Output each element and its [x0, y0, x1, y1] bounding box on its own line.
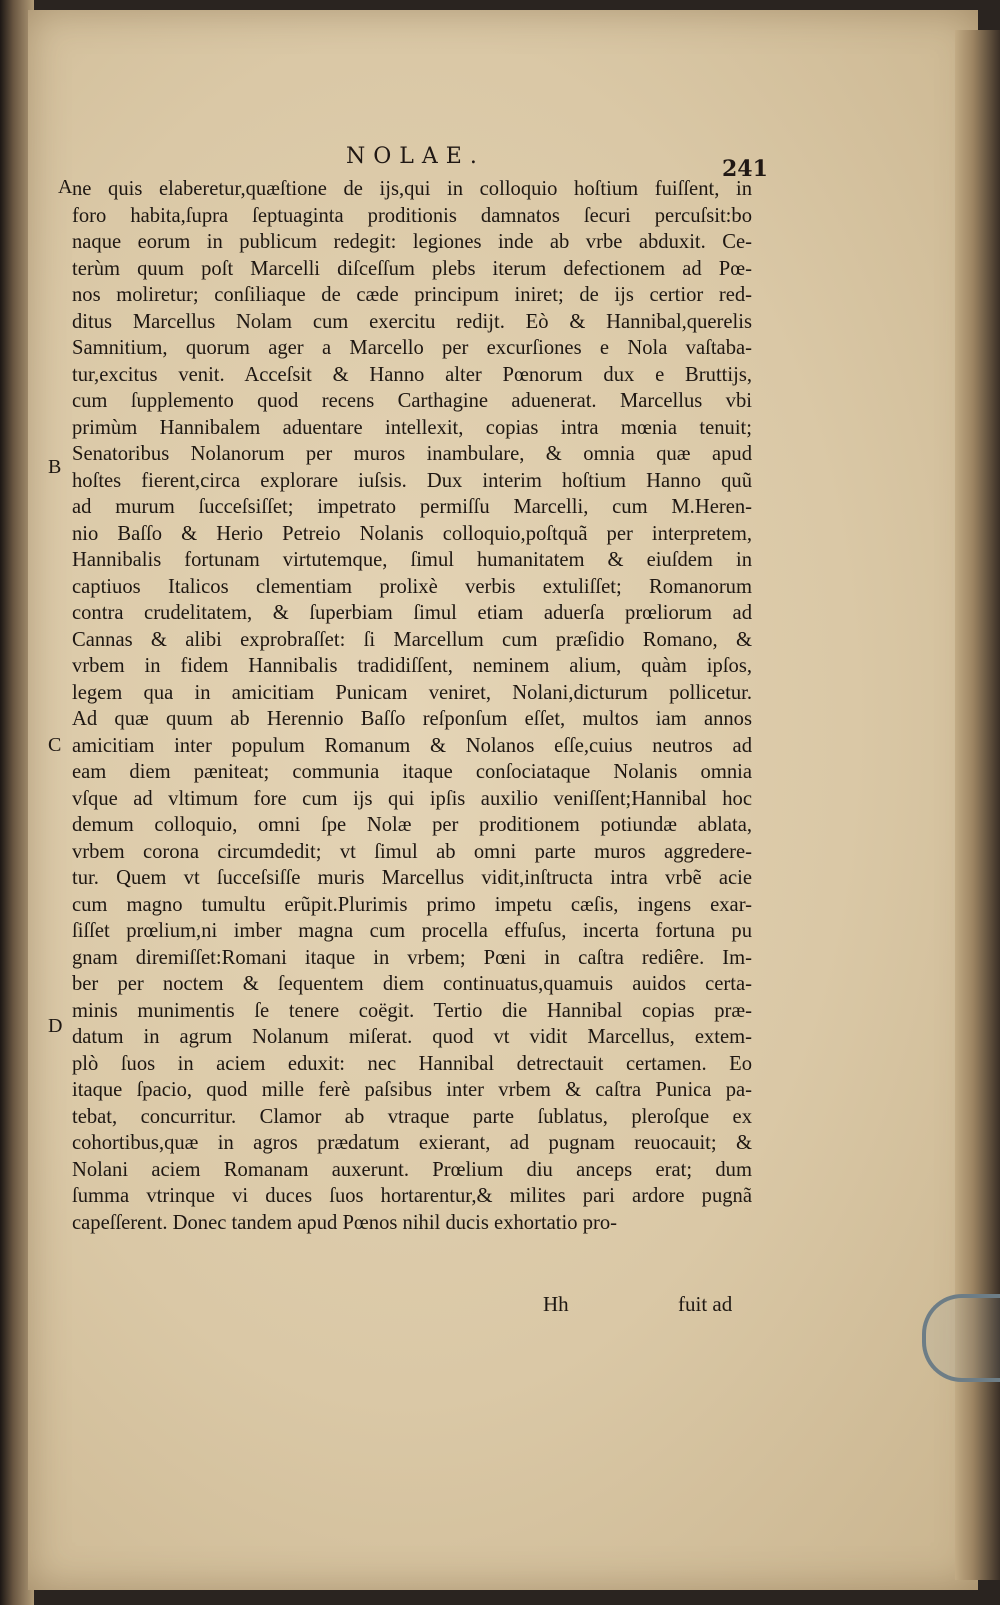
text-line: hoſtes fierent,circa explorare iuſsis. Dux interim hoſtium Hanno quũ [72, 469, 752, 492]
text-line: legem qua in amicitiam Punicam veniret, Nolani,dicturum pollicetur. [72, 681, 752, 704]
text-line: Samnitium, quorum ager a Marcello per excurſiones e Nola vaſtaba- [72, 337, 752, 359]
text-line: ber per noctem & ſequentem diem continuatus,quamuis auidos certa- [72, 973, 752, 995]
running-head: NOLAE. [346, 144, 485, 169]
text-line: Hannibalis fortunam virtutemque, ſimul humanitatem & eiuſdem in [72, 549, 752, 571]
catchword: fuit ad [678, 1292, 733, 1316]
text-line: foro habita,ſupra ſeptuaginta proditionis damnatos ſecuri percuſsit:bo [72, 204, 752, 227]
text-line: nio Baſſo & Herio Petreio Nolanis colloquio,poſtquã per interpretem, [72, 522, 752, 545]
text-line: Senatoribus Nolanorum per muros inambulare, & omnia quæ apud [72, 443, 752, 465]
body-text [72, 176, 752, 1236]
margin-letter-c: C [48, 734, 62, 756]
text-line: capeſſerent. Donec tandem apud Pœnos nihil ducis exhortatio pro- [72, 1211, 618, 1234]
text-line: plò ſuos in aciem eduxit: nec Hannibal detrectauit certamen. Eo [72, 1052, 752, 1075]
signature-mark: Hh [543, 1292, 569, 1316]
text-line: gnam diremiſſet:Romani itaque in vrbem; Pœni in caſtra rediêre. Im- [72, 946, 752, 969]
text-line: Ad quæ quum ab Herennio Baſſo reſponſum eſſet, multos iam annos [72, 708, 752, 730]
page-clip [922, 1294, 1000, 1382]
text-line: contra crudelitatem, & ſuperbiam ſimul etiam aduerſa prœliorum ad [72, 602, 752, 624]
text-line: ne quis elaberetur,quæſtione de ijs,qui in colloquio hoſtium fuiſſent, in [72, 178, 752, 200]
text-line: tur. Quem vt ſucceſsiſſe muris Marcellus vidit,inſtructa intra vrbẽ acie [72, 867, 752, 889]
text-line: nos moliretur; conſiliaque de cæde principum iniret; de ijs certior red- [72, 284, 752, 306]
text-line: vrbem in fidem Hannibalis tradidiſſent, neminem alium, quàm ipſos, [72, 655, 752, 677]
text-line: tur,excitus venit. Acceſsit & Hanno alter Pœnorum dux e Bruttijs, [72, 363, 752, 386]
text-line: tebat, concurritur. Clamor ab vtraque parte ſublatus, pleroſque ex [72, 1105, 752, 1128]
margin-letter-d: D [48, 1015, 63, 1037]
text-line: demum colloquio, omni ſpe Nolæ per proditionem potiundæ ablata, [72, 814, 752, 836]
text-line: datum in agrum Nolanum miſerat. quod vt vidit Marcellus, extem- [72, 1026, 752, 1048]
text-line: ſiſſet prœlium,ni imber magna cum procella effuſus, incerta fortuna pu [72, 920, 752, 942]
text-line: ſumma vtrinque vi duces ſuos hortarentur,& milites pari ardore pugnã [72, 1185, 752, 1207]
text-line: cum ſupplemento quod recens Carthagine aduenerat. Marcellus vbi [72, 390, 752, 412]
text-line: itaque ſpacio, quod mille ferè paſsibus inter vrbem & caſtra Punica pa- [72, 1079, 752, 1101]
text-line: vſque ad vltimum fore cum ijs qui ipſis auxilio veniſſent;Hannibal hoc [72, 787, 752, 810]
text-line: captiuos Italicos clementiam prolixè verbis extuliſſet; Romanorum [72, 575, 752, 598]
text-line: ad murum ſucceſsiſſet; impetrato permiſſu Marcelli, cum M.Heren- [72, 496, 752, 518]
text-line: ditus Marcellus Nolam cum exercitu redijt. Eò & Hannibal,querelis [72, 310, 752, 333]
margin-letter-b: B [48, 456, 62, 478]
text-line: Cannas & alibi exprobraſſet: ſi Marcellum cum præſidio Romano, & [72, 628, 752, 651]
page-number: 241 [722, 156, 768, 182]
text-line: naque eorum in publicum redegit: legiones inde ab vrbe abduxit. Ce- [72, 231, 752, 253]
text-line: primùm Hannibalem aduentare intellexit, copias intra mœnia tenuit; [72, 416, 752, 439]
text-line: cum magno tumultu erũpit.Plurimis primo impetu cæſis, ingens exar- [72, 893, 752, 916]
text-line: eam diem pæniteat; communia itaque conſociataque Nolanis omnia [72, 761, 752, 783]
text-line: Nolani aciem Romanam auxerunt. Prœlium diu anceps erat; dum [72, 1158, 752, 1181]
text-line: minis munimentis ſe tenere coëgit. Tertio die Hannibal copias præ- [72, 999, 752, 1022]
text-line: vrbem corona circumdedit; vt ſimul ab omni parte muros aggredere- [72, 840, 752, 863]
text-line: terùm quum poſt Marcelli diſceſſum plebs iterum defectionem ad Pœ- [72, 257, 752, 280]
margin-letter-a: A [58, 176, 73, 198]
text-line: cohortibus,quæ in agros prædatum exierant, ad pugnam reuocauit; & [72, 1132, 752, 1154]
text-line: amicitiam inter populum Romanum & Nolanos eſſe,cuius neutros ad [72, 734, 752, 757]
